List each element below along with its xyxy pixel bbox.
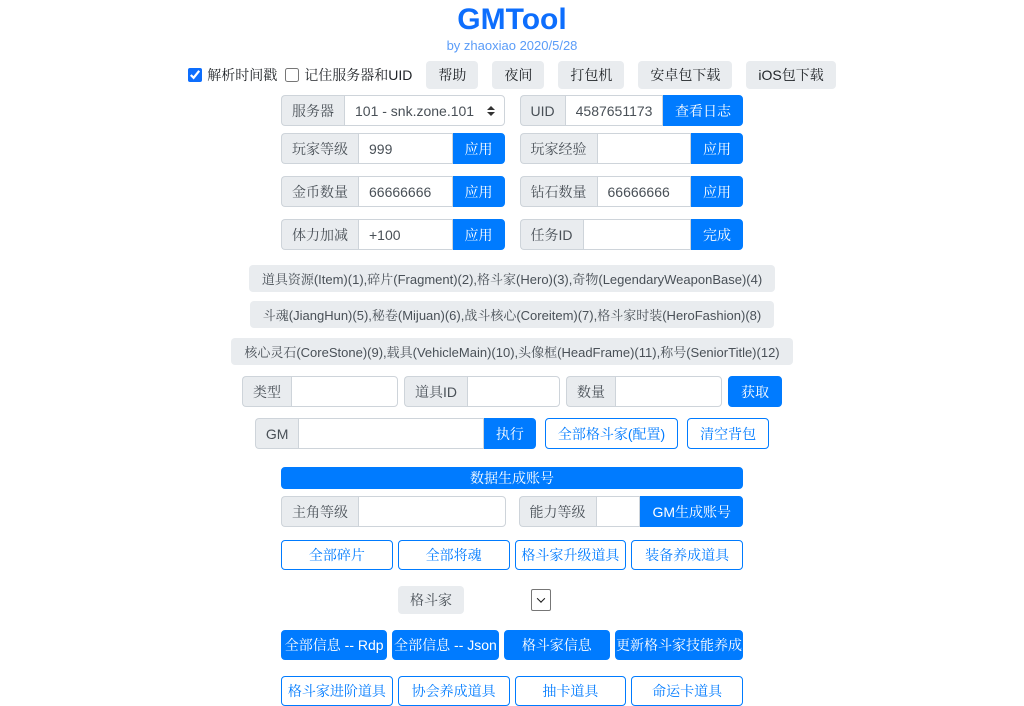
- help-button[interactable]: 帮助: [426, 61, 478, 89]
- gm-generate-account-button[interactable]: GM生成账号: [640, 496, 743, 527]
- gm-label: GM: [255, 418, 299, 449]
- item-category-info-1[interactable]: 道具资源(Item)(1),碎片(Fragment)(2),格斗家(Hero)(3),奇物(LegendaryWeaponBase)(4): [249, 265, 775, 292]
- get-item-row: [242, 376, 782, 407]
- page-title: GMTool: [457, 3, 567, 36]
- select-updown-icon: [487, 106, 495, 116]
- main-level-label: 主角等级: [281, 496, 358, 527]
- ability-level-input[interactable]: [596, 496, 641, 527]
- outline-button-row-1: [281, 540, 743, 570]
- data-generate-account-button[interactable]: 数据生成账号: [281, 467, 743, 489]
- parse-timestamp-label: 解析时间戳: [207, 67, 278, 83]
- all-heroes-config-button[interactable]: 全部格斗家(配置): [545, 418, 678, 449]
- equip-develop-items-button[interactable]: 装备养成道具: [631, 540, 743, 570]
- server-uid-row: [281, 95, 743, 126]
- destiny-card-items-button[interactable]: 命运卡道具: [631, 676, 743, 706]
- item-count-label: 数量: [566, 376, 615, 407]
- item-type-label: 类型: [242, 376, 291, 407]
- player-level-input[interactable]: [358, 133, 453, 164]
- uid-input[interactable]: [565, 95, 663, 126]
- quest-id-input[interactable]: [583, 219, 692, 250]
- ability-level-label: 能力等级: [519, 496, 596, 527]
- item-id-label: 道具ID: [404, 376, 467, 407]
- all-jianghun-button[interactable]: 全部将魂: [398, 540, 510, 570]
- night-mode-button[interactable]: 夜间: [492, 61, 544, 89]
- player-exp-label: 玩家经验: [520, 133, 597, 164]
- guild-develop-items-button[interactable]: 协会养成道具: [398, 676, 510, 706]
- parse-timestamp-option: [188, 65, 277, 85]
- remember-server-checkbox[interactable]: [285, 68, 299, 82]
- main-level-input[interactable]: [358, 496, 506, 527]
- gold-amount-input[interactable]: [358, 176, 453, 207]
- ios-download-button[interactable]: iOS包下载: [746, 61, 835, 89]
- gold-apply-button[interactable]: 应用: [453, 176, 505, 207]
- gold-amount-label: 金币数量: [281, 176, 358, 207]
- hero-info-button[interactable]: 格斗家信息: [504, 630, 610, 660]
- server-select[interactable]: [344, 95, 505, 126]
- currency-row: [281, 176, 743, 207]
- diamond-apply-button[interactable]: 应用: [691, 176, 743, 207]
- gm-command-input[interactable]: [298, 418, 483, 449]
- player-exp-apply-button[interactable]: 应用: [691, 133, 743, 164]
- server-select-value: 101 - snk.zone.101: [355, 102, 475, 119]
- quest-complete-button[interactable]: 完成: [691, 219, 743, 250]
- nav-row: [188, 62, 835, 88]
- quest-id-label: 任务ID: [520, 219, 583, 250]
- generate-levels-row: [281, 496, 743, 527]
- server-label: 服务器: [281, 95, 344, 126]
- stamina-quest-row: [281, 219, 743, 250]
- diamond-amount-label: 钻石数量: [520, 176, 597, 207]
- stamina-adjust-label: 体力加减: [281, 219, 358, 250]
- page-subtitle: by zhaoxiao 2020/5/28: [446, 38, 578, 53]
- hero-upgrade-items-button[interactable]: 格斗家升级道具: [515, 540, 627, 570]
- player-exp-input[interactable]: [597, 133, 692, 164]
- all-fragments-button[interactable]: 全部碎片: [281, 540, 393, 570]
- android-download-button[interactable]: 安卓包下载: [638, 61, 732, 89]
- diamond-amount-input[interactable]: [597, 176, 692, 207]
- hero-select-row: [281, 587, 743, 613]
- hero-select[interactable]: [531, 589, 551, 611]
- parse-timestamp-checkbox[interactable]: [188, 68, 202, 82]
- view-log-button[interactable]: 查看日志: [663, 95, 743, 126]
- item-info-row-2-wrap: [250, 301, 774, 328]
- outline-button-row-2: [281, 676, 743, 706]
- item-info-row-3-wrap: [231, 338, 792, 365]
- item-type-input[interactable]: [291, 376, 398, 407]
- remember-server-label: 记住服务器和UID: [304, 67, 413, 83]
- packager-button[interactable]: 打包机: [558, 61, 624, 89]
- stamina-adjust-input[interactable]: [358, 219, 453, 250]
- item-category-info-3[interactable]: 核心灵石(CoreStone)(9),载具(VehicleMain)(10),头像框(HeadFrame)(11),称号(SeniorTitle)(12): [231, 338, 792, 365]
- stamina-apply-button[interactable]: 应用: [453, 219, 505, 250]
- chevron-down-icon: [537, 594, 545, 602]
- update-hero-skill-button[interactable]: 更新格斗家技能养成: [615, 630, 743, 660]
- hero-label: 格斗家: [398, 586, 464, 614]
- item-info-row-1-wrap: [249, 265, 775, 292]
- hero-advance-items-button[interactable]: 格斗家进阶道具: [281, 676, 393, 706]
- execute-button[interactable]: 执行: [484, 418, 536, 449]
- all-info-json-button[interactable]: 全部信息 -- Json: [392, 630, 498, 660]
- blue-button-row: [281, 630, 743, 660]
- player-level-label: 玩家等级: [281, 133, 358, 164]
- gm-command-row: [255, 418, 769, 449]
- card-draw-items-button[interactable]: 抽卡道具: [515, 676, 627, 706]
- player-level-row: [281, 133, 743, 164]
- item-count-input[interactable]: [615, 376, 722, 407]
- item-category-info-2[interactable]: 斗魂(JiangHun)(5),秘卷(Mijuan)(6),战斗核心(Coreitem)(7),格斗家时装(HeroFashion)(8): [250, 301, 774, 328]
- clear-bag-button[interactable]: 清空背包: [687, 418, 769, 449]
- all-info-rdp-button[interactable]: 全部信息 -- Rdp: [281, 630, 387, 660]
- remember-server-option: [285, 65, 412, 85]
- player-level-apply-button[interactable]: 应用: [453, 133, 505, 164]
- get-item-button[interactable]: 获取: [728, 376, 782, 407]
- item-id-input[interactable]: [467, 376, 560, 407]
- uid-label: UID: [520, 95, 565, 126]
